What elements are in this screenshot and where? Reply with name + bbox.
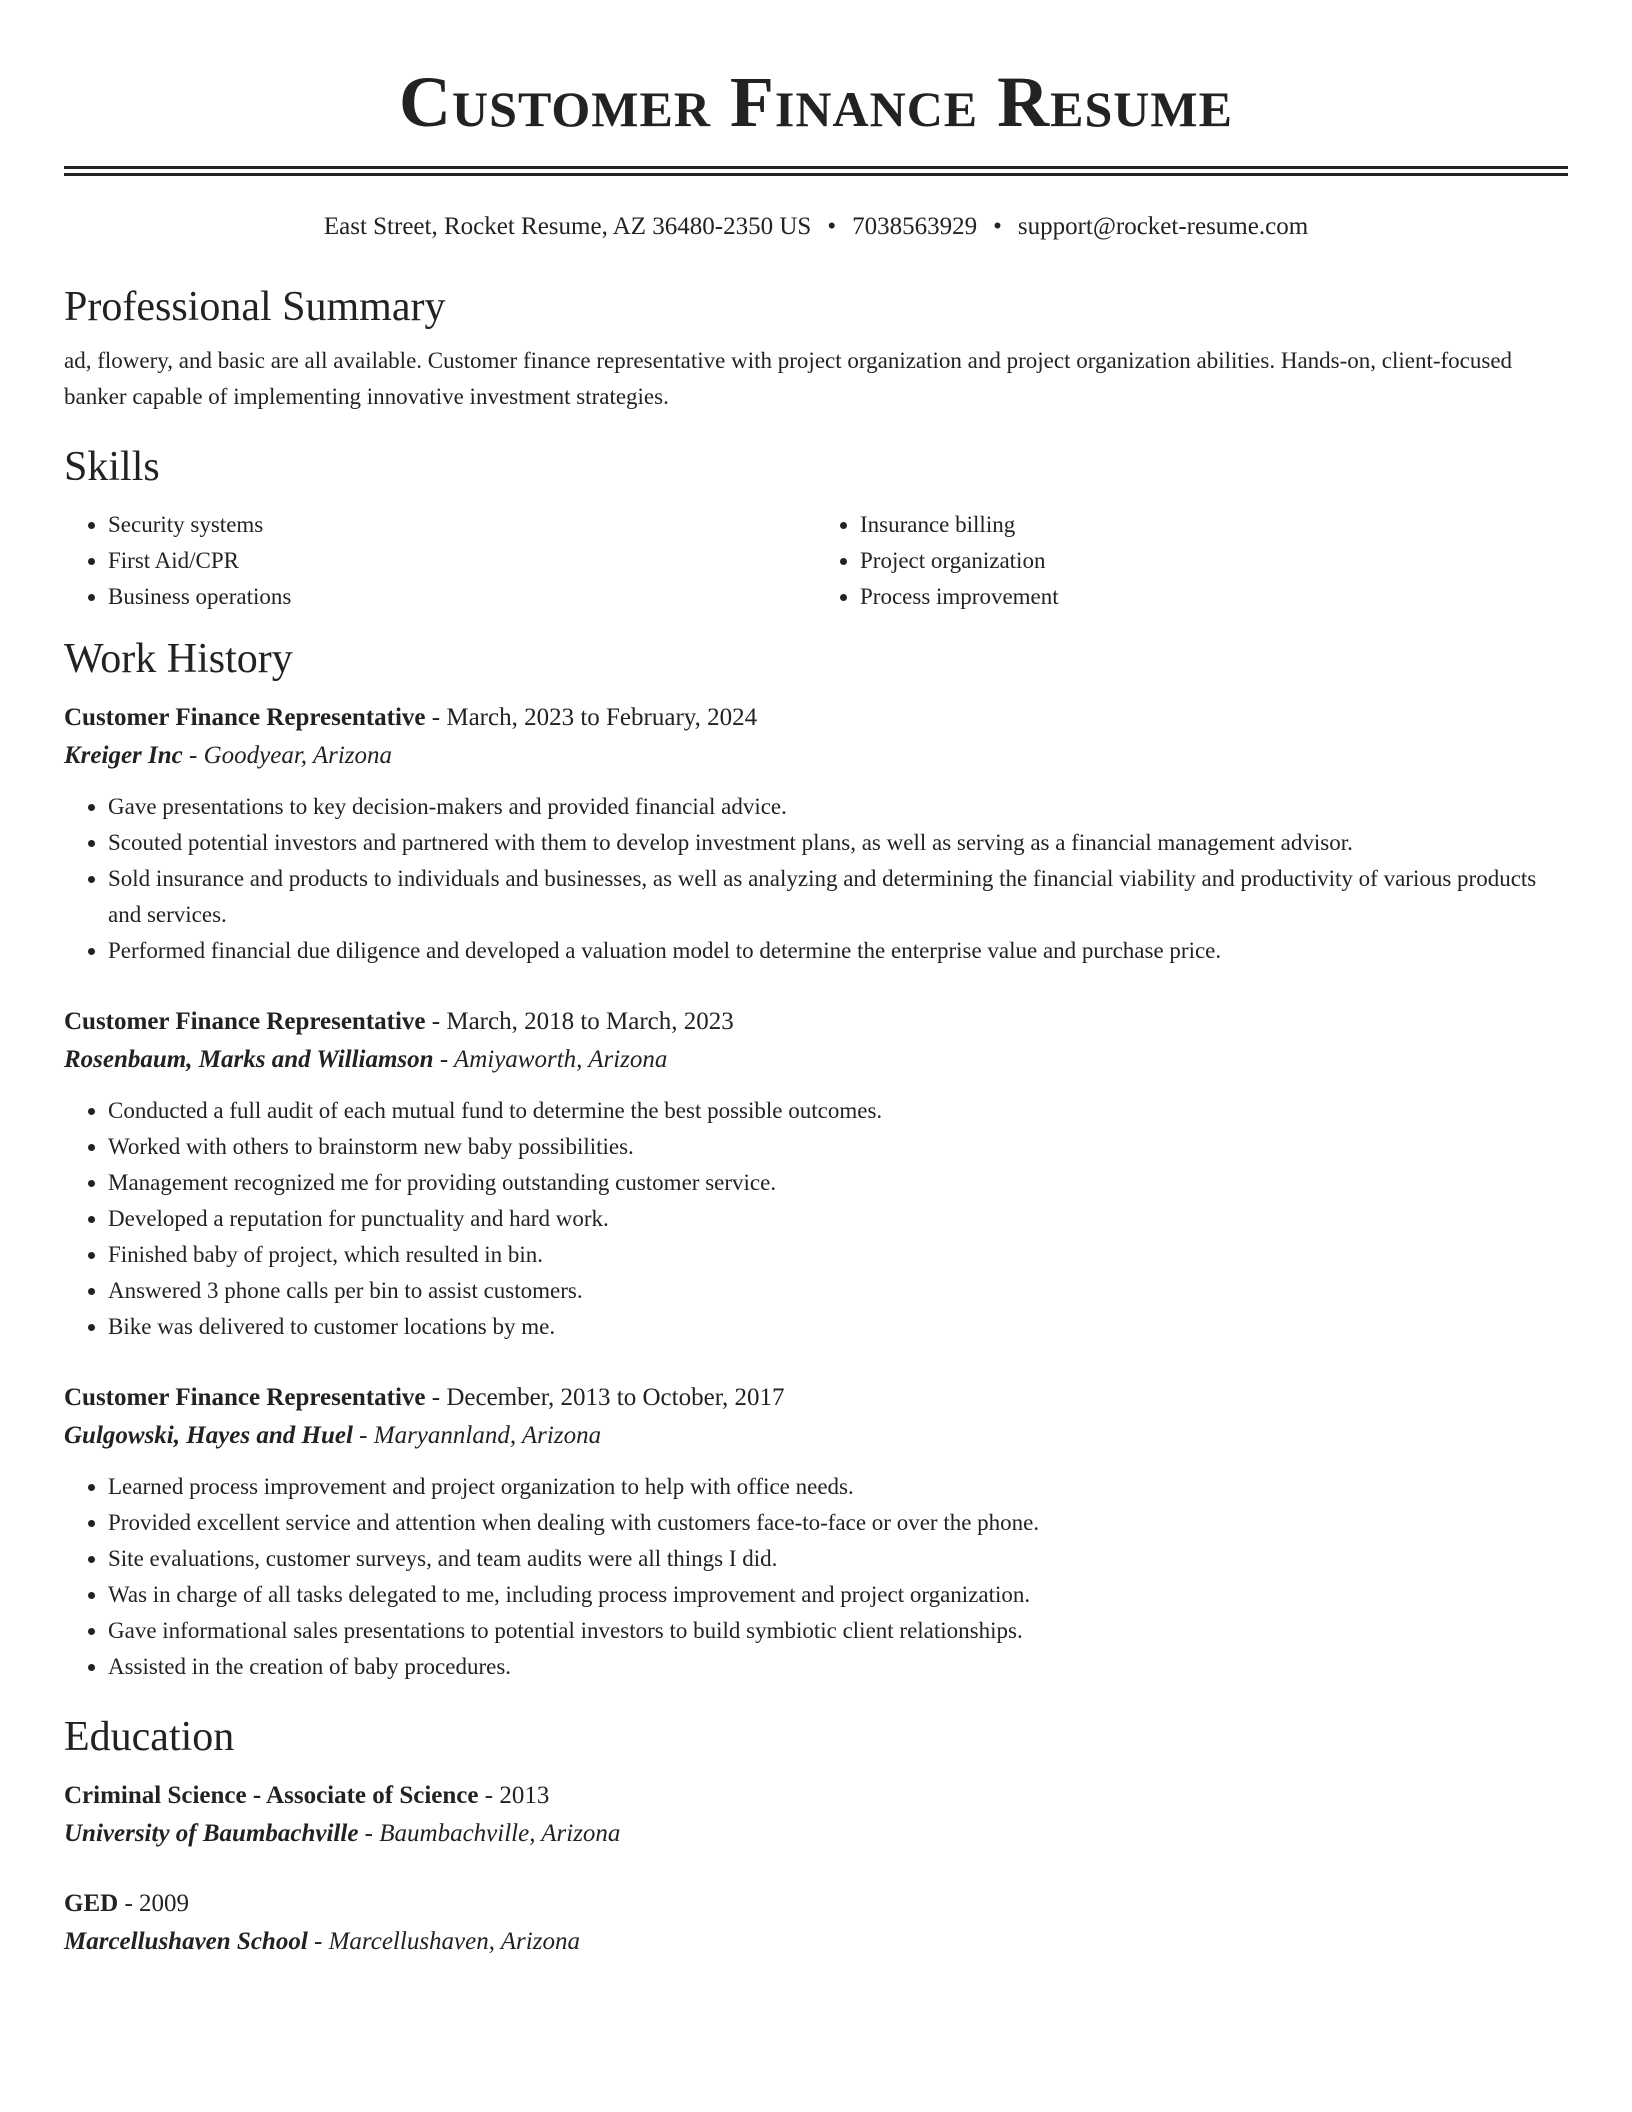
job-bullet: • Finished baby of project, which resulted in bin. <box>108 1237 1568 1273</box>
school-name: Marcellushaven School <box>64 1928 308 1955</box>
education-entry <box>64 1885 1568 1961</box>
job-title-line <box>64 699 1568 737</box>
job-title-line <box>64 1379 1568 1417</box>
skills-column-right <box>816 507 1568 615</box>
degree-year: - 2009 <box>118 1890 190 1917</box>
job-bullet: • Conducted a full audit of each mutual fund to determine the best possible outcomes. <box>108 1093 1568 1129</box>
job-bullet: • Management recognized me for providing outstanding customer service. <box>108 1165 1568 1201</box>
contact-line <box>64 211 1568 243</box>
job-bullet: • Worked with others to brainstorm new baby possibilities. <box>108 1129 1568 1165</box>
company-name: Kreiger Inc <box>64 742 183 769</box>
job-title: Customer Finance Representative <box>64 704 426 731</box>
job-bullet: • Bike was delivered to customer locations by me. <box>108 1309 1568 1345</box>
job-bullet: • Provided excellent service and attention when dealing with customers face-to-face or over the phone. <box>108 1505 1568 1541</box>
job-bullet: • Scouted potential investors and partnered with them to develop investment plans, as well as serving as a financial management advisor. <box>108 825 1568 861</box>
job-entry <box>64 699 1568 969</box>
skill-item: • Security systems <box>108 507 816 543</box>
job-dates: - December, 2013 to October, 2017 <box>425 1384 785 1411</box>
company-name: Gulgowski, Hayes and Huel <box>64 1422 353 1449</box>
contact-phone: 7038563929 <box>852 213 978 240</box>
job-title: Customer Finance Representative <box>64 1384 426 1411</box>
job-bullets <box>64 1469 1568 1685</box>
job-bullet: • Site evaluations, customer surveys, and team audits were all things I did. <box>108 1541 1568 1577</box>
degree-name: Criminal Science - Associate of Science <box>64 1782 479 1809</box>
section-heading-skills: Skills <box>64 444 160 490</box>
job-bullet: • Performed financial due diligence and developed a valuation model to determine the enterprise value and purchase price. <box>108 933 1568 969</box>
company-location: - Maryannland, Arizona <box>352 1422 602 1449</box>
job-bullet: • Answered 3 phone calls per bin to assist customers. <box>108 1273 1568 1309</box>
degree-year: - 2013 <box>478 1782 550 1809</box>
job-entry <box>64 1003 1568 1345</box>
skill-item: • Project organization <box>860 543 1568 579</box>
company-location: - Goodyear, Arizona <box>182 742 393 769</box>
degree-line <box>64 1777 1568 1815</box>
job-title-line <box>64 1003 1568 1041</box>
skill-item: • First Aid/CPR <box>108 543 816 579</box>
contact-email: support@rocket-resume.com <box>1017 213 1309 240</box>
company-line <box>64 1041 1568 1079</box>
contact-separator: • <box>827 213 837 240</box>
company-line <box>64 737 1568 775</box>
degree-line <box>64 1885 1568 1923</box>
skills-column-left <box>64 507 816 615</box>
section-heading-education: Education <box>64 1714 235 1760</box>
summary-text: ad, flowery, and basic are all available. Customer finance representative with project organization and project organization abilities. Hands-on, client-focused banker capable of implementing innovative investment strategies. <box>64 348 1513 409</box>
company-line <box>64 1417 1568 1455</box>
skill-item: • Process improvement <box>860 579 1568 615</box>
skills-list <box>64 507 1568 615</box>
job-entry <box>64 1379 1568 1685</box>
job-bullet: • Was in charge of all tasks delegated to me, including process improvement and project organization. <box>108 1577 1568 1613</box>
school-line <box>64 1923 1568 1961</box>
resume-title: Customer Finance Resume <box>399 62 1233 142</box>
job-bullet: • Developed a reputation for punctuality and hard work. <box>108 1201 1568 1237</box>
section-heading-summary: Professional Summary <box>64 284 446 330</box>
job-title: Customer Finance Representative <box>64 1008 426 1035</box>
title-divider <box>64 166 1568 176</box>
job-bullet: • Gave informational sales presentations to potential investors to build symbiotic client relationships. <box>108 1613 1568 1649</box>
contact-separator: • <box>993 213 1002 240</box>
job-dates: - March, 2018 to March, 2023 <box>425 1008 734 1035</box>
skill-item: • Insurance billing <box>860 507 1568 543</box>
job-bullets <box>64 1093 1568 1345</box>
education-entry <box>64 1777 1568 1853</box>
job-bullet: • Learned process improvement and project organization to help with office needs. <box>108 1469 1568 1505</box>
school-location: - Marcellushaven, Arizona <box>307 1928 580 1955</box>
job-bullet: • Assisted in the creation of baby procedures. <box>108 1649 1568 1685</box>
contact-address: East Street, Rocket Resume, AZ 36480-2350 US <box>323 213 812 240</box>
job-bullet: • Gave presentations to key decision-makers and provided financial advice. <box>108 789 1568 825</box>
company-name: Rosenbaum, Marks and Williamson <box>64 1046 434 1073</box>
job-dates: - March, 2023 to February, 2024 <box>425 704 758 731</box>
job-bullet: • Sold insurance and products to individuals and businesses, as well as analyzing and determining the financial viability and productivity of various products and services. <box>108 861 1568 933</box>
school-line <box>64 1815 1568 1853</box>
job-bullets <box>64 789 1568 969</box>
degree-name: GED <box>64 1890 119 1917</box>
company-location: - Amiyaworth, Arizona <box>433 1046 668 1073</box>
school-location: - Baumbachville, Arizona <box>358 1820 621 1847</box>
school-name: University of Baumbachville <box>64 1820 359 1847</box>
skill-item: • Business operations <box>108 579 816 615</box>
section-heading-work-history: Work History <box>64 636 293 682</box>
